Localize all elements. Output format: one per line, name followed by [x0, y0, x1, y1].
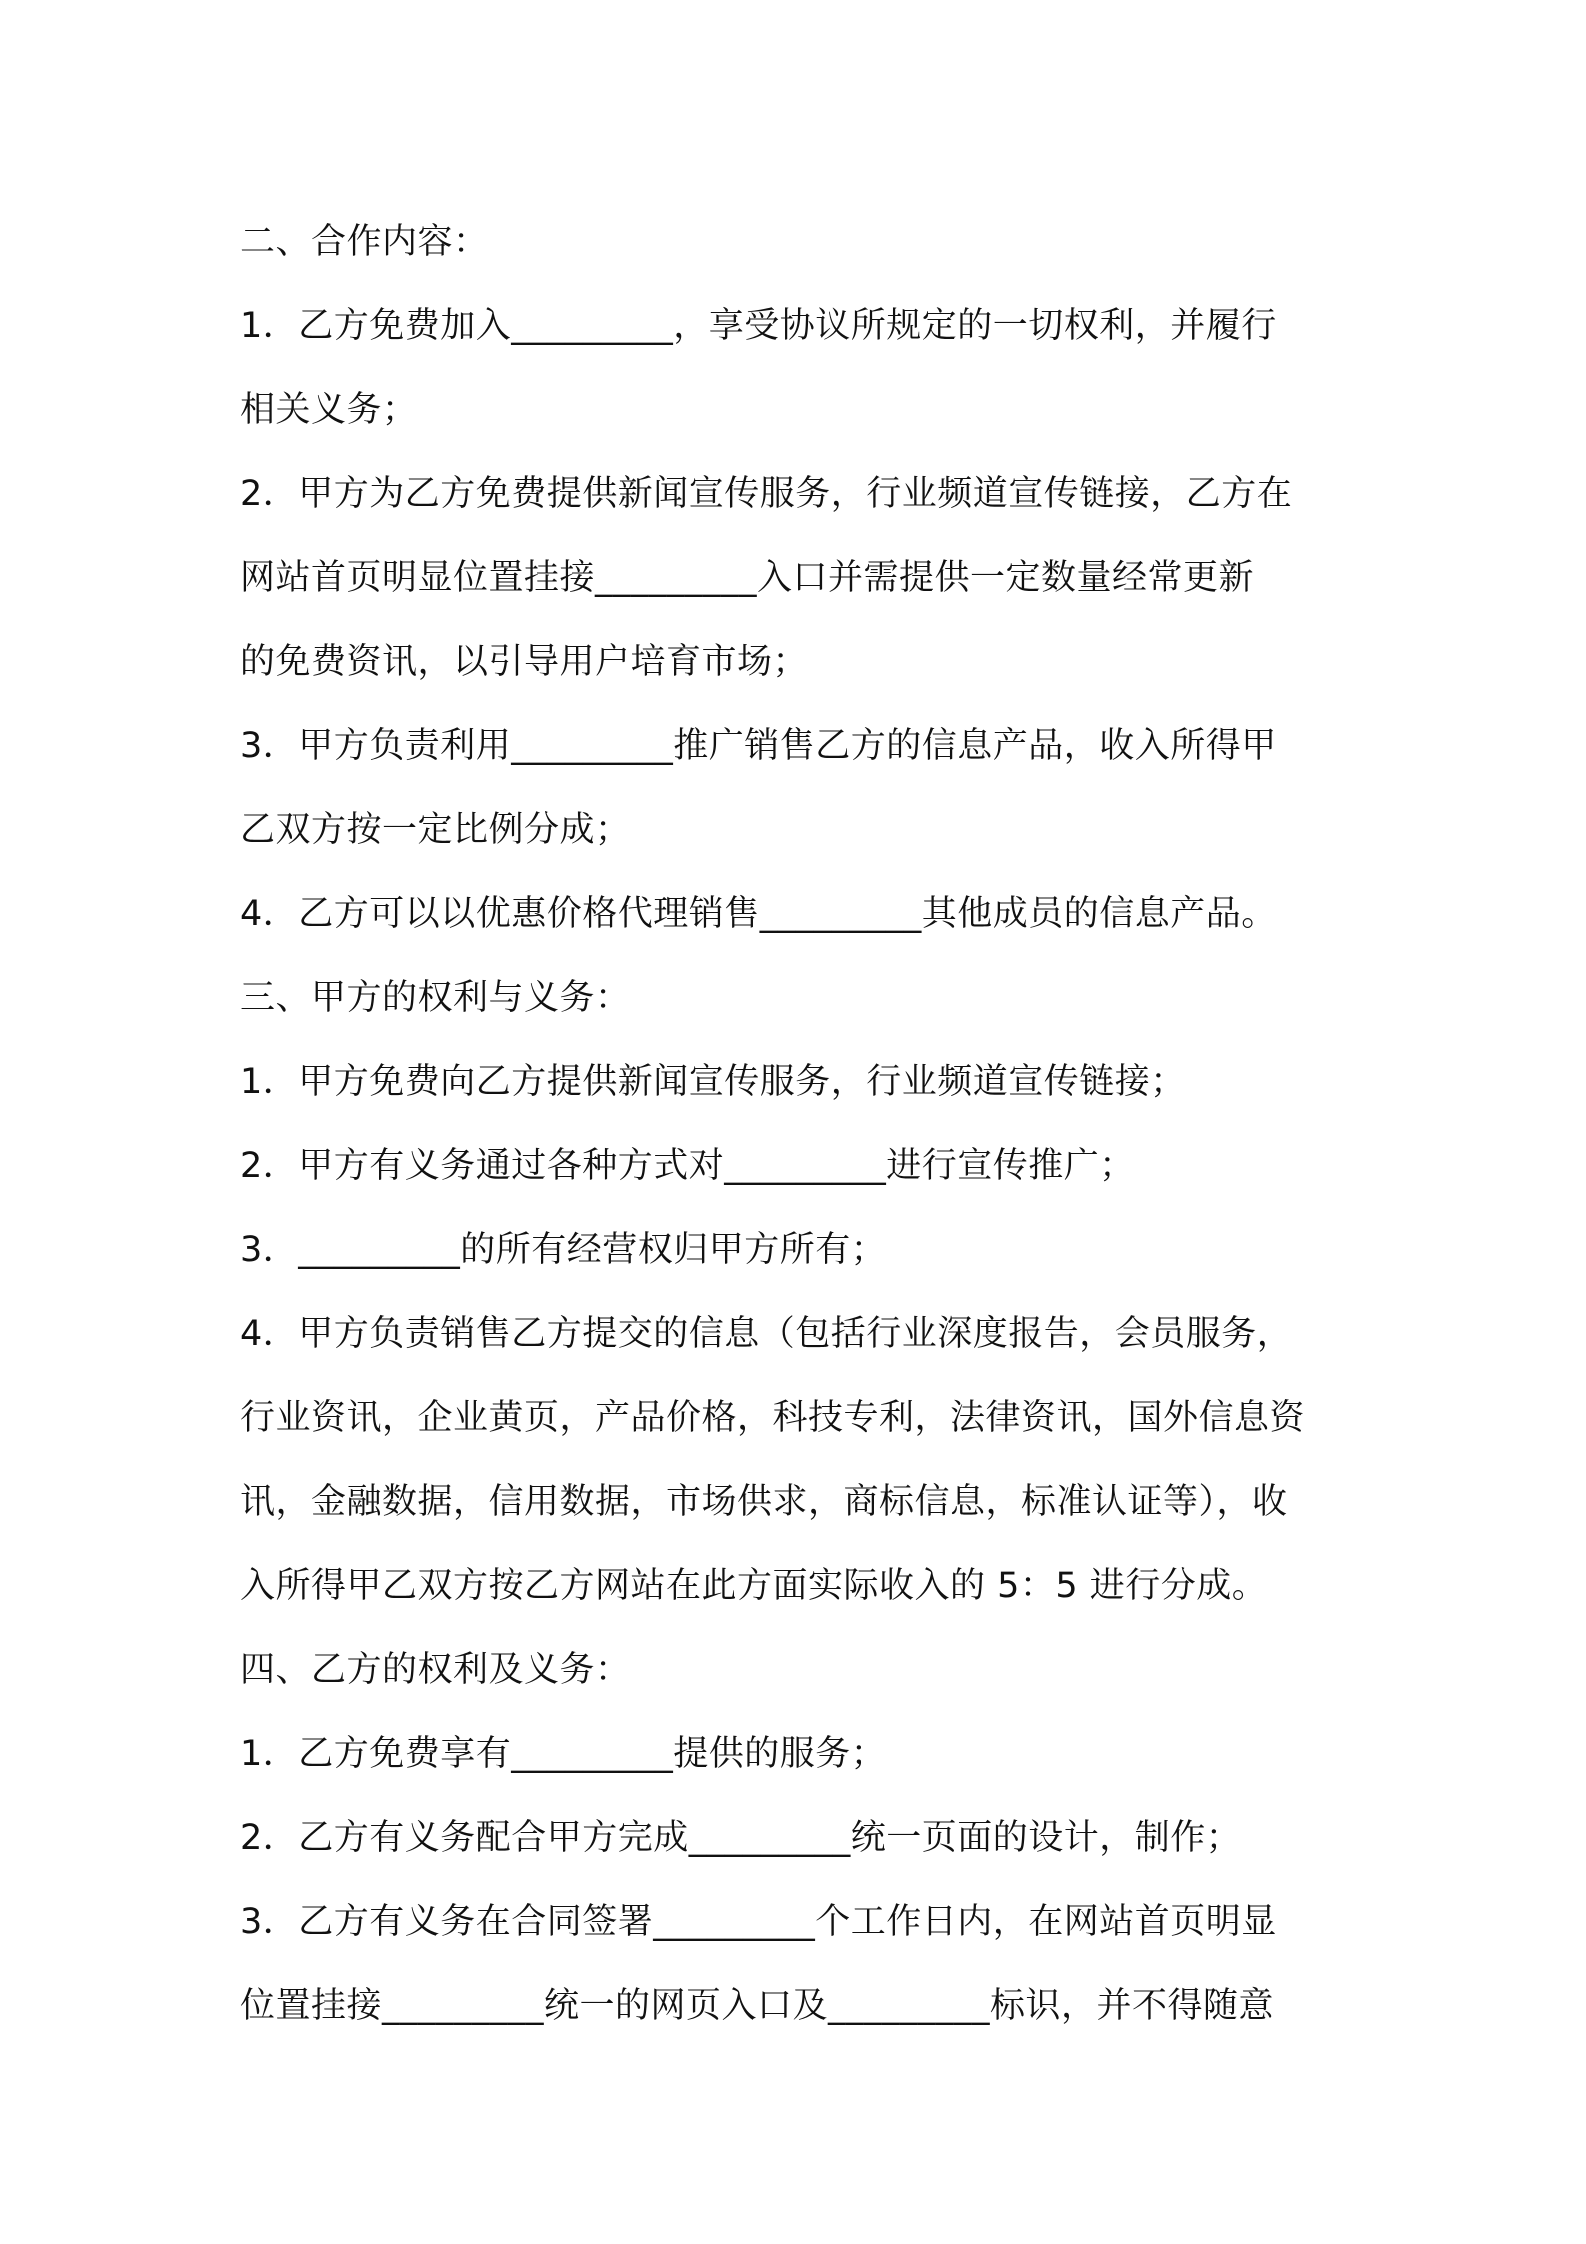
paragraph-line: 3．_________的所有经营权归甲方所有；	[240, 1230, 887, 1270]
paragraph-line: 1．乙方免费加入_________，享受协议所规定的一切权利，并履行	[240, 306, 1277, 346]
document-body	[240, 200, 1360, 2048]
section-heading-party-b: 四、乙方的权利及义务：	[240, 1650, 631, 1690]
paragraph-line: 位置挂接_________统一的网页入口及_________标识，并不得随意	[240, 1986, 1275, 2026]
section-heading-cooperation: 二、合作内容：	[240, 222, 489, 262]
paragraph-line: 讯，金融数据，信用数据，市场供求，商标信息，标准认证等），收	[240, 1482, 1288, 1522]
section-heading-party-a: 三、甲方的权利与义务：	[240, 978, 631, 1018]
paragraph-line: 的免费资讯，以引导用户培育市场；	[240, 642, 809, 682]
paragraph-line: 4．甲方负责销售乙方提交的信息（包括行业深度报告，会员服务，	[240, 1314, 1293, 1354]
paragraph-line: 4．乙方可以以优惠价格代理销售_________其他成员的信息产品。	[240, 894, 1277, 934]
paragraph-line: 乙双方按一定比例分成；	[240, 810, 631, 850]
paragraph-line: 1．甲方免费向乙方提供新闻宣传服务，行业频道宣传链接；	[240, 1062, 1186, 1102]
paragraph-line: 行业资讯，企业黄页，产品价格，科技专利，法律资讯，国外信息资	[240, 1398, 1306, 1438]
paragraph-line: 2．甲方有义务通过各种方式对_________进行宣传推广；	[240, 1146, 1135, 1186]
paragraph-line: 相关义务；	[240, 390, 418, 430]
paragraph-line: 网站首页明显位置挂接_________入口并需提供一定数量经常更新	[240, 558, 1255, 598]
paragraph-line: 3．乙方有义务在合同签署_________个工作日内，在网站首页明显	[240, 1902, 1277, 1942]
paragraph-line: 1．乙方免费享有_________提供的服务；	[240, 1734, 887, 1774]
paragraph-line: 2．甲方为乙方免费提供新闻宣传服务，行业频道宣传链接，乙方在	[240, 474, 1293, 514]
paragraph-line: 入所得甲乙双方按乙方网站在此方面实际收入的 5：5 进行分成。	[240, 1566, 1268, 1606]
paragraph-line: 2．乙方有义务配合甲方完成_________统一页面的设计，制作；	[240, 1818, 1242, 1858]
paragraph-line: 3．甲方负责利用_________推广销售乙方的信息产品，收入所得甲	[240, 726, 1277, 766]
